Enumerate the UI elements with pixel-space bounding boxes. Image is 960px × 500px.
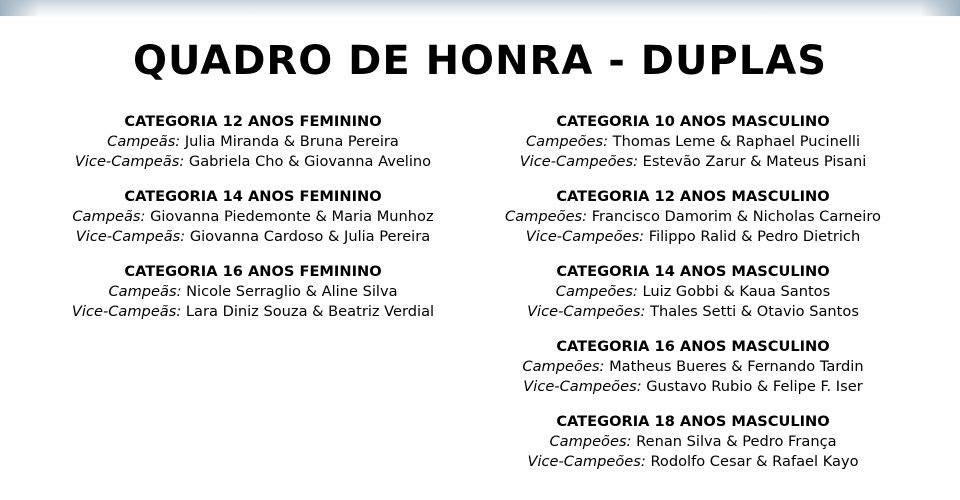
runners-up-label: Vice-Campeões:	[519, 153, 639, 170]
runners-up-names: Gabriela Cho & Giovanna Avelino	[188, 153, 432, 170]
runners-up-line	[38, 302, 468, 322]
runners-up-names: Thales Setti & Otavio Santos	[650, 303, 859, 320]
champions-label: Campeões:	[525, 133, 609, 150]
category-block	[38, 112, 468, 172]
runners-up-label: Vice-Campeões:	[527, 303, 646, 320]
top-right-corner-decoration	[920, 0, 960, 16]
runners-up-label: Vice-Campeãs:	[74, 153, 185, 170]
champions-line	[478, 282, 908, 302]
category-block	[478, 187, 908, 247]
category-block	[478, 112, 908, 172]
category-title: CATEGORIA 12 ANOS MASCULINO	[556, 188, 830, 205]
champions-label: Campeãs:	[108, 283, 182, 300]
runners-up-label: Vice-Campeãs:	[71, 303, 182, 320]
runners-up-names: Rodolfo Cesar & Rafael Kayo	[650, 453, 859, 470]
champions-line	[478, 132, 908, 152]
category-title: CATEGORIA 14 ANOS FEMININO	[124, 188, 382, 205]
runners-up-label: Vice-Campeãs:	[75, 228, 186, 245]
champions-line	[38, 207, 468, 227]
champions-line	[478, 207, 908, 227]
category-title: CATEGORIA 12 ANOS FEMININO	[124, 113, 382, 130]
runners-up-names: Filippo Ralid & Pedro Dietrich	[648, 228, 861, 245]
champions-names: Giovanna Piedemonte & Maria Munhoz	[150, 208, 434, 225]
champions-label: Campeões:	[522, 358, 605, 375]
category-block	[478, 412, 908, 472]
runners-up-label: Vice-Campeões:	[523, 378, 642, 395]
runners-up-line	[38, 152, 468, 172]
runners-up-line	[478, 227, 908, 247]
champions-line	[38, 132, 468, 152]
runners-up-names: Estevão Zarur & Mateus Pisani	[642, 153, 867, 170]
left-column-feminino	[38, 112, 468, 337]
category-block	[38, 262, 468, 322]
champions-label: Campeões:	[505, 208, 588, 225]
category-block	[38, 187, 468, 247]
runners-up-line	[478, 152, 908, 172]
category-block	[478, 262, 908, 322]
category-title: CATEGORIA 14 ANOS MASCULINO	[556, 263, 830, 280]
champions-names: Thomas Leme & Raphael Pucinelli	[612, 133, 861, 150]
champions-names: Francisco Damorim & Nicholas Carneiro	[591, 208, 881, 225]
champions-line	[478, 432, 908, 452]
runners-up-line	[38, 227, 468, 247]
champions-label: Campeões:	[555, 283, 638, 300]
category-block	[478, 337, 908, 397]
champions-label: Campeãs:	[72, 208, 146, 225]
right-column-masculino	[478, 112, 908, 487]
runners-up-label: Vice-Campeões:	[525, 228, 645, 245]
runners-up-names: Gustavo Rubio & Felipe F. Iser	[646, 378, 863, 395]
category-title: CATEGORIA 16 ANOS FEMININO	[124, 263, 382, 280]
category-title: CATEGORIA 18 ANOS MASCULINO	[556, 413, 830, 430]
top-left-corner-decoration	[0, 0, 40, 16]
runners-up-label: Vice-Campeões:	[527, 453, 646, 470]
category-title: CATEGORIA 10 ANOS MASCULINO	[556, 113, 830, 130]
runners-up-line	[478, 302, 908, 322]
page-title: QUADRO DE HONRA - DUPLAS	[132, 38, 828, 84]
runners-up-line	[478, 377, 908, 397]
champions-names: Nicole Serraglio & Aline Silva	[186, 283, 398, 300]
champions-line	[38, 282, 468, 302]
champions-names: Julia Miranda & Bruna Pereira	[184, 133, 399, 150]
category-title: CATEGORIA 16 ANOS MASCULINO	[556, 338, 830, 355]
runners-up-names: Giovanna Cardoso & Julia Pereira	[189, 228, 431, 245]
runners-up-names: Lara Diniz Souza & Beatriz Verdial	[185, 303, 435, 320]
champions-names: Luiz Gobbi & Kaua Santos	[642, 283, 831, 300]
champions-names: Matheus Bueres & Fernando Tardin	[609, 358, 864, 375]
champions-label: Campeões:	[549, 433, 632, 450]
runners-up-line	[478, 452, 908, 472]
champions-label: Campeãs:	[107, 133, 181, 150]
champions-line	[478, 357, 908, 377]
champions-names: Renan Silva & Pedro França	[636, 433, 837, 450]
top-decorative-strip	[0, 0, 960, 18]
